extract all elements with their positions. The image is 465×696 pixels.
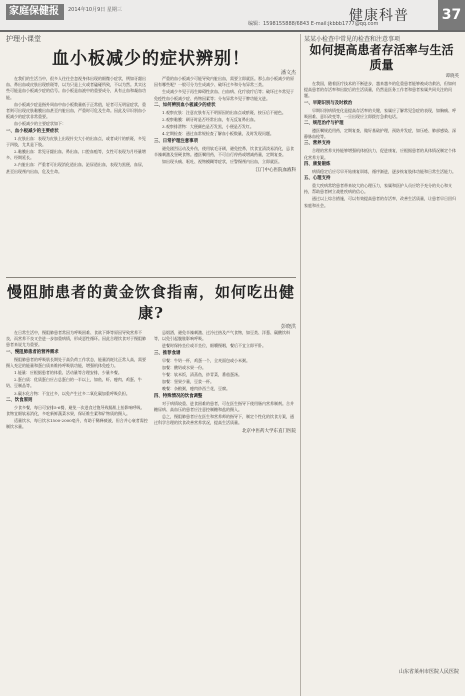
section-band <box>6 4 64 20</box>
subheading: 三、营养支持 <box>304 141 331 147</box>
paragraph: 晚餐：杂粮粥，瘦肉炒西兰花，豆腐。 <box>162 386 230 392</box>
issue-date: 2014年10月9日 星期三 <box>68 7 122 13</box>
paragraph: 通过以上综合措施，可以有效提高患者的存活率，改善生活质量，让患者早日回归家庭和社会。 <box>304 196 456 208</box>
paragraph: 4.定期检查：通过血常规检查了解血小板数量，及时发现问题。 <box>162 131 274 137</box>
paragraph: 在日常生活中，慢阻肺患者常因为呼吸困难、食欲下降等原因导致营养不良，而营养不良又会进一步加重病情，形成恶性循环。因此合理饮食对于慢阻肺患者来说尤为重要。 <box>6 330 146 348</box>
paragraph: 生成减少多见于再生障碍性贫血、白血病、化疗放疗后等；破坏过多常见于免疫性血小板减少症、药物因素等；分布异常多见于脾功能亢进。 <box>154 89 294 101</box>
subheading: 五、心理支持 <box>304 176 331 182</box>
article-byline: 谭晓英 <box>445 74 459 79</box>
article-column-1 <box>6 330 148 439</box>
paragraph: 加餐：坚果少量，豆浆一杯。 <box>162 379 214 385</box>
article-headline: 慢阻肺患者的黄金饮食指南，如何吃出健康? <box>6 283 295 322</box>
subheading: 一、慢阻肺患者的营养需求 <box>6 349 59 355</box>
article-source: 北京中医药大学东直门医院 <box>242 429 296 435</box>
paragraph: 1.观察皮肤：注意皮肤有无不明原因的出血点或瘀斑，按压后不褪色。 <box>162 109 286 115</box>
subheading: 四、特殊情况的饮食调整 <box>154 393 203 399</box>
paragraph: 慢阻肺患者的呼吸肌长期处于高负荷工作状态，能量消耗比正常人高，需要摄入充足的能量和蛋白质来维持呼吸肌功能，增强机体免疫力。 <box>6 356 146 368</box>
paragraph: 1.能量：应根据患者的体重、活动量等合理安排，少量多餐。 <box>14 370 122 376</box>
paragraph: 2.观察黏膜：刷牙时是否经常出血，有无反复鼻出血。 <box>162 117 258 123</box>
article-byline: 彭晓洪 <box>280 324 296 330</box>
paragraph: 2.蛋白质：优质蛋白应占总蛋白的一半以上，如鱼、虾、瘦肉、鸡蛋、牛奶、豆制品等。 <box>6 377 142 389</box>
page-header <box>0 0 465 32</box>
article-source: 山东省莱州市医院人民医院 <box>398 669 459 675</box>
paragraph: 进餐时保持坐位或半坐位，细嚼慢咽，餐后不宜立即平卧。 <box>162 343 266 349</box>
paragraph: 3.观察排泄物：大便颜色是否发黑，小便是否发红。 <box>162 124 254 130</box>
paragraph: 血小板减少症是指外周血中血小板数量低于正常值，轻者可无明显症状，重者则可出现皮肤黏膜出血甚至内脏出血，严重时可危及生命。因此及早识别血小板减少的症状非常重要。 <box>6 101 146 120</box>
paragraph: 总之，慢阻肺患者应在医生和营养师的指导下，制定个性化的饮食方案，通过科学合理的饮食改善营养状况，提高生活质量。 <box>154 414 294 426</box>
subheading: 二、如何辨别血小板减少的症状 <box>154 102 216 108</box>
subheading: 三、日常护理注意事项 <box>154 138 198 144</box>
paragraph: 忌烟酒，避免辛辣刺激、过冷过热及产气食物，如豆类、洋葱、碳酸饮料等，以免引起腹胀影响呼吸。 <box>154 330 290 342</box>
paragraph: 2.黏膜出血：常见牙龈出血、鼻出血、口腔血疱等，女性可表现为月经量增多、经期延长。 <box>6 149 146 161</box>
paragraph: 1.皮肤出血：表现为皮肤上出现针尖大小的出血点，或者成片的瘀斑，多见于四肢，尤其是下肢。 <box>6 135 146 147</box>
column-divider <box>300 34 301 696</box>
paragraph: 血小板减少的主要症状如下： <box>14 121 66 127</box>
paragraph: 3.碳水化合物：不宜过多，以免产生过多二氧化碳加重呼吸负担。 <box>14 390 130 396</box>
article-headline: 血小板减少的症状辨别！ <box>52 49 250 69</box>
paragraph: 加餐：酸奶或水果一份。 <box>162 364 206 370</box>
paragraph: 重大疾病常给患者带来较大的心理压力，家属和医护人员应给予充分的关心和支持，帮助患者树立战胜疾病的信心。 <box>304 183 452 195</box>
section-title: 健康科普 <box>349 8 409 24</box>
paragraph: 遵医嘱规范用药，定期复查，做好基础护理，预防并发症，如压疮、肺部感染、深静脉血栓等。 <box>304 128 456 140</box>
article-headline: 如何提高患者存活率与生活质量 <box>309 43 454 72</box>
article-column-2 <box>154 76 296 178</box>
paragraph: 早餐：牛奶一杯，鸡蛋一个，全麦面包或小米粥。 <box>162 357 250 363</box>
article-column-1 <box>6 76 148 178</box>
editor-contact: 编辑：1598155888/6843 E-mail:jkbbb1777@qq.com <box>248 21 379 27</box>
paragraph: 适量饮水，每日饮水1500-2000毫升，有助于稀释痰液，但合并心衰者需控制饮水量。 <box>6 418 148 430</box>
paragraph: 少食多餐，每日可安排5-6餐，避免一次进食过饱导致膈肌上抬影响呼吸。食物宜细软易消化，多吃新鲜蔬菜水果，保证维生素和矿物质的摄入。 <box>6 404 145 417</box>
subheading: 四、康复锻炼 <box>304 161 331 167</box>
paragraph: 在我们的生活当中，很多人往往会忽视身体出现的细微小症状，例如牙龈出血、鼻出血或皮肤出现瘀斑等，以为只是上火或者磕碰所致，不以为然。其实这些可能是血小板减少症的信号。血小板是血液中的重要成分，具有止血和凝血功能。 <box>6 76 146 100</box>
article-byline: 潘文杰 <box>280 70 296 76</box>
newspaper-name: 家庭保健报 <box>9 6 59 17</box>
paragraph: 严重的血小板减少可能导致内脏出血，需要立即就医。那么血小板减少的原因有哪些呢？一般可分为生成减少、破坏过多和分布异常三类。 <box>154 76 294 88</box>
paragraph: 合理的营养支持能够增强机体抵抗力，促进康复，应根据患者的具体情况制定个体化营养方案。 <box>304 148 456 160</box>
paragraph: 对于病情较重、进食困难的患者，可在医生指导下使用肠内营养制剂。合并糖尿病、高血压的患者应注意控制糖和盐的摄入。 <box>154 400 294 412</box>
article-source: 江门中心医院血液科 <box>255 168 296 174</box>
subheading: 二、规范治疗与护理 <box>304 121 344 127</box>
paragraph: 如出现头痛、呕吐、视物模糊等症状，应警惕颅内出血，立即就医。 <box>162 159 282 165</box>
paragraph: 午餐：软米饭，清蒸鱼，炒青菜，番茄蛋汤。 <box>162 372 242 378</box>
article-kicker: 护理小课堂 <box>6 35 41 43</box>
article-copd-diet <box>6 281 296 694</box>
subheading: 三、推荐食谱 <box>154 350 181 356</box>
subheading: 二、饮食原则 <box>6 397 33 403</box>
page-number: 37 <box>438 0 465 30</box>
subheading: 一、血小板减少的主要症状 <box>6 128 59 134</box>
paragraph: 早期识别病情变化是提高存活率的关键，家属应了解常见急症的表现，如胸痛、呼吸困难、意识改变等，一旦出现应立即拨打急救电话。 <box>304 107 456 119</box>
paragraph: 在我国，随着医疗技术的不断进步，越来越多的危重患者能够被成功救治，但如何提高患者的存活率和出院后的生活质量，仍然是医务工作者和患者家属共同关注的问题。 <box>304 81 456 99</box>
article-platelet <box>6 34 296 274</box>
article-column-2 <box>154 330 296 439</box>
paragraph: 病情稳定后应尽早开始康复训练，循序渐进，逐步恢复肢体功能和日常生活能力。 <box>312 168 456 174</box>
subheading: 一、早期识别与及时救治 <box>304 100 353 106</box>
paragraph: 3.内脏出血：严重者可出现消化道出血、泌尿道出血，表现为黑便、血尿，甚至出现颅内出血，危及生命。 <box>6 162 146 174</box>
paragraph: 避免剧烈运动及外伤，使用软毛牙刷，避免挖鼻，饮食宜清淡易消化，忌食辛辣刺激及坚硬食物。遵医嘱用药，不可自行停药或增减药量，定期复查。 <box>154 145 294 157</box>
article-divider <box>6 277 296 278</box>
article-survival <box>304 34 459 666</box>
article-kicker: 某某小检查中常见的检查和注意事项 <box>304 36 401 43</box>
